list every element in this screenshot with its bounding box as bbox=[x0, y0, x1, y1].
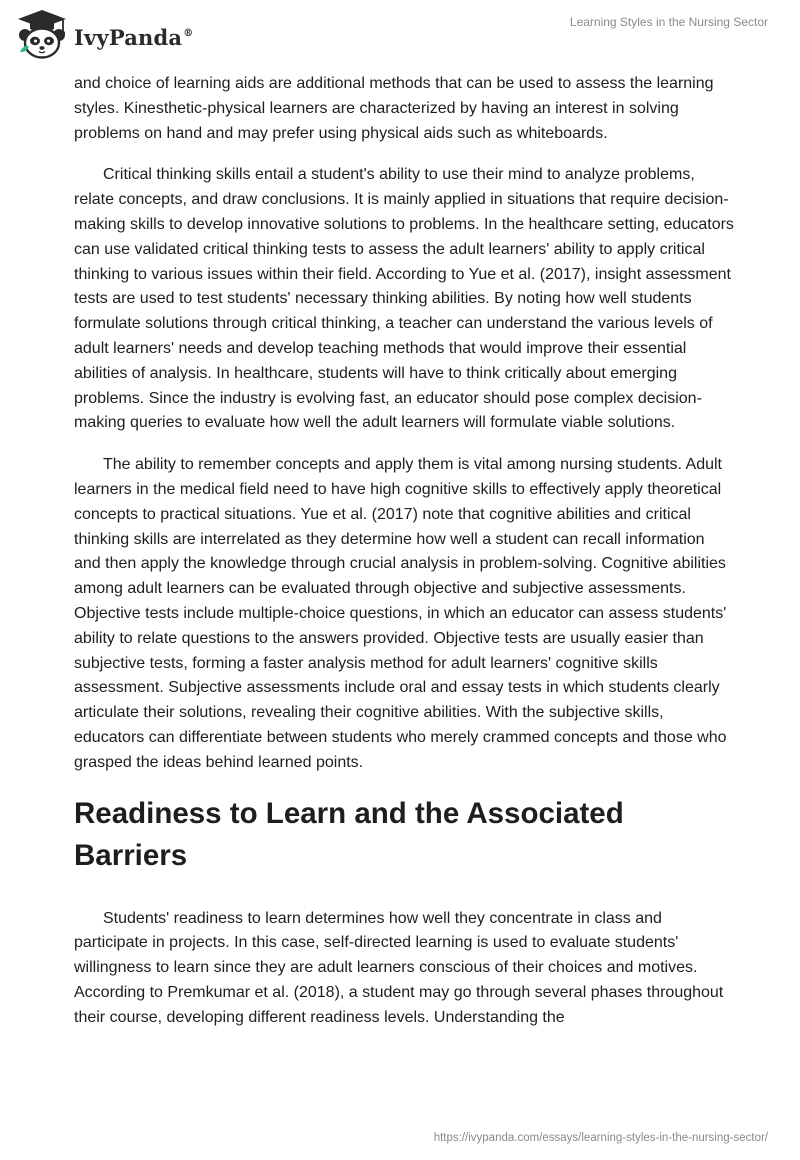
document-title: Learning Styles in the Nursing Sector bbox=[569, 15, 768, 29]
source-url[interactable]: https://ivypanda.com/essays/learning-styles-in-the-nursing-sector/ bbox=[433, 1132, 768, 1144]
essay-body bbox=[74, 72, 734, 1048]
registered-mark: ® bbox=[183, 27, 194, 39]
brand-name: IvyPanda® bbox=[74, 24, 194, 50]
brand-logo[interactable] bbox=[14, 8, 193, 60]
section-heading-readiness: Readiness to Learn and the Associated Barriers bbox=[74, 796, 624, 872]
paragraph-readiness: Students' readiness to learn determines how well they concentrate in class and participate in projects. In this case, self-directed learning is used to evaluate students' willingness to learn since they are adult learners conscious of their choices and motives. According to Premkumar et al. (2018), a student may go through several phases throughout their course, developing different readiness levels. Understanding the bbox=[74, 909, 724, 1026]
panda-graduate-icon bbox=[14, 8, 70, 60]
paragraph-learning-aids: and choice of learning aids are additional methods that can be used to assess the learning styles. Kinesthetic-physical learners are characterized by having an interest in solving problems on hand and may prefer using physical aids such as whiteboards. bbox=[74, 75, 714, 142]
paragraph-critical-thinking: Critical thinking skills entail a student's ability to use their mind to analyze problems, relate concepts, and draw conclusions. It is mainly applied in situations that require decision-making skills to develop innovative solutions to problems. In the healthcare setting, educators can use validated critical thinking tests to assess the adult learners' ability to apply critical thinking to various issues within their field. According to Yue et al. (2017), insight assessment tests are used to test students' necessary thinking abilities. By noting how well students formulate solutions through critical thinking, a teacher can understand the various levels of adult learners' needs and develop teaching methods that would improve their essential abilities of analysis. In healthcare, students will have to think critically about emerging problems. Since the industry is evolving fast, an educator should pose complex decision-making queries to evaluate how well the adult learners will formulate viable solutions. bbox=[74, 166, 734, 432]
paragraph-cognitive-abilities: The ability to remember concepts and apply them is vital among nursing students. Adult learners in the medical field need to have high cognitive skills to effectively apply theoretical concepts to practical situations. Yue et al. (2017) note that cognitive abilities and critical thinking skills are interrelated as they determine how well a student can recall information and then apply the knowledge through crucial analysis in problem-solving. Cognitive abilities among adult learners can be evaluated through objective and subjective assessments. Objective tests include multiple-choice questions, in which an educator can assess students' ability to relate questions to the answers provided. Objective tests are usually easier than subjective tests, forming a faster analysis method for adult learners' cognitive skills assessment. Subjective assessments include oral and essay tests in which students clearly articulate their solutions, revealing their cognitive abilities. With the subjective skills, educators can differentiate between students who merely crammed concepts and those who grasped the ideas behind learned points. bbox=[74, 456, 727, 771]
page-header bbox=[0, 0, 800, 70]
